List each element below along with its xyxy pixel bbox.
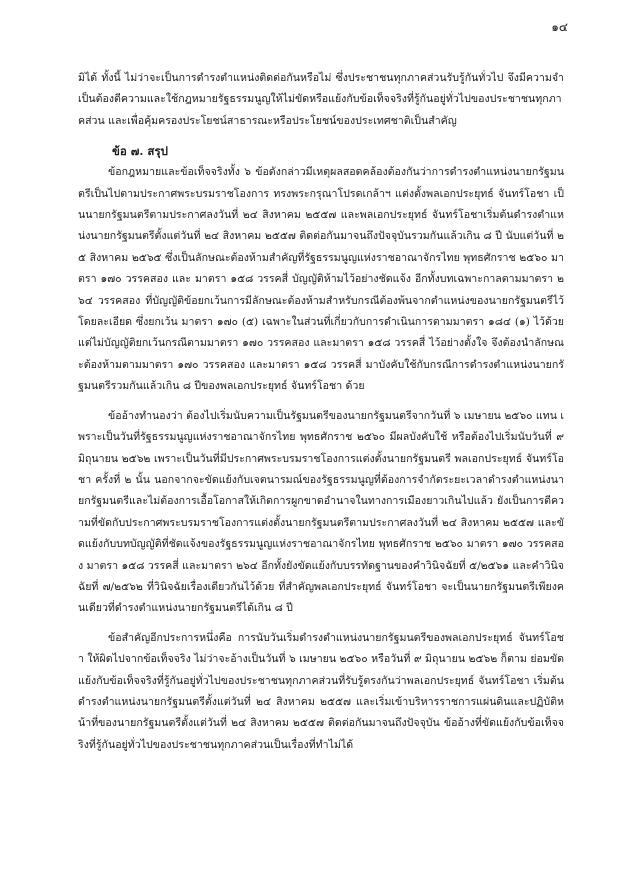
paragraph-summary-2: ข้ออ้างทำนองว่า ต้องไปเริ่มนับความเป็นรัฐมนตรีของนายกรัฐมนตรีจากวันที่ ๖ เมษายน ๒๕๖๐ แทน เพราะเป็นวันที่รัฐธรรมนูญแห่งราชอาณาจักรไทย พุทธศักราช ๒๕๖๐ มีผลบังคับใช้ หรือต้องไปเริ่มนับวันที่ ๙ มิถุนายน ๒๕๖๒ เพราะเป็นวันที่มีประกาศพระบรมราชโองการแต่งตั้งนายกรัฐมนตรี พลเอกประยุทธ์ จันทร์โอชา ครั้งที่ ๒ นั้น นอกจากจะขัดแย้งกับเจตนารมณ์ของรัฐธรรมนูญที่ต้องการจำกัดระยะเวลาดำรงตำแหน่งนายกรัฐมนตรีและไม่ต้องการเอื้อโอกาสให้เกิดการผูกขาดอำนาจในทางการเมืองยาวเกินไปแล้ว ยังเป็นการตีความที่ขัดกับประกาศพระบรมราชโองการแต่งตั้งนายกรัฐมนตรีตามประกาศลงวันที่ ๒๔ สิงหาคม ๒๕๕๗ และขัดแย้งกับบทบัญญัติที่ชัดแจ้งของรัฐธรรมนูญแห่งราชอาณาจักรไทย พุทธศักราช ๒๕๖๐ มาตรา ๑๗๐ วรรคสอง มาตรา ๑๕๘ วรรคสี่ และมาตรา ๒๖๔ อีกทั้งยังขัดแย้งกับบรรทัดฐานของคำวินิจฉัยที่ ๕/๒๕๖๑ และคำวินิจฉัยที่ ๗/๒๕๖๒ ที่วินิจฉัยเรื่องเดียวกันไว้ด้วย ที่สำคัญพลเอกประยุทธ์ จันทร์โอชา จะเป็นนายกรัฐมนตรีเพียงคนเดียวที่ดำรงตำแหน่งนายกรัฐมนตรีได้เกิน ๘ ปี bbox=[78, 409, 564, 615]
document-body bbox=[78, 68, 564, 756]
paragraph-gap bbox=[78, 620, 564, 628]
paragraph-summary-1: ข้อกฎหมายและข้อเท็จจริงทั้ง ๖ ข้อดังกล่าวมีเหตุผลสอดคล้องต้องกันว่าการดำรงตำแหน่งนายกรัฐมนตรีเป็นไปตามประกาศพระบรมราชโองการ ทรงพระกรุณาโปรดเกล้าฯ แต่งตั้งพลเอกประยุทธ์ จันทร์โอชา เป็นนายกรัฐมนตรีตามประกาศลงวันที่ ๒๔ สิงหาคม ๒๕๕๗ และพลเอกประยุทธ์ จันทร์โอชาเริ่มต้นดำรงตำแหน่งนายกรัฐมนตรีตั้งแต่วันที่ ๒๔ สิงหาคม ๒๕๕๗ ติดต่อกันมาจนถึงปัจจุบันรวมกันแล้วเกิน ๘ ปี นับแต่วันที่ ๒๕ สิงหาคม ๒๕๖๕ ซึ่งเป็นลักษณะต้องห้ามสำคัญที่รัฐธรรมนูญแห่งราชอาณาจักรไทย พุทธศักราช ๒๕๖๐ มาตรา ๑๗๐ วรรคสอง และ มาตรา ๑๕๘ วรรคสี่ บัญญัติห้ามไว้อย่างชัดแจ้ง อีกทั้งบทเฉพาะกาลตามมาตรา ๒๖๔ วรรคสอง ที่บัญญัติข้อยกเว้นการมีลักษณะต้องห้ามสำหรับกรณีต้องพ้นจากตำแหน่งของนายกรัฐมนตรีไว้โดยละเอียด ซึ่งยกเว้น มาตรา ๑๗๐ (๕) เฉพาะในส่วนที่เกี่ยวกับการดำเนินการตามมาตรา ๑๘๔ (๑) ไว้ด้วย แต่ไม่บัญญัติยกเว้นกรณีตามมาตรา ๑๗๐ วรรคสอง และมาตรา ๑๕๘ วรรคสี่ ไว้อย่างตั้งใจ จึงต้องนำลักษณะต้องห้ามตามมาตรา ๑๗๐ วรรคสอง และมาตรา ๑๕๘ วรรคสี่ มาบังคับใช้กับกรณีการดำรงตำแหน่งนายกรัฐมนตรีรวมกันแล้วเกิน ๘ ปีของพลเอกประยุทธ์ จันทร์โอชา ด้วย bbox=[78, 166, 564, 393]
paragraph-gap bbox=[78, 398, 564, 406]
section-heading: ข้อ ๗. สรุป bbox=[112, 144, 168, 159]
page-number: ๑๔ bbox=[551, 20, 568, 34]
paragraph-intro: มิได้ ทั้งนี้ ไม่ว่าจะเป็นการดำรงตำแหน่งติดต่อกันหรือไม่ ซึ่งประชาชนทุกภาคส่วนรับรู้กันทั่วไป จึงมีความจำเป็นต้องตีความและใช้กฎหมายรัฐธรรมนูญให้ไม่ขัดหรือแย้งกับข้อเท็จจริงที่รู้กันอยู่ทั่วไปของประชาชนทุกภาคส่วน และเพื่อคุ้มครองประโยชน์สาธารณะหรือประโยชน์ของประเทศชาติเป็นสำคัญ bbox=[78, 72, 564, 127]
paragraph-summary-3: ข้อสำคัญอีกประการหนึ่งคือ การนับวันเริ่มดำรงตำแหน่งนายกรัฐมนตรีของพลเอกประยุทธ์ จันทร์โอชา ให้ผิดไปจากข้อเท็จจริง ไม่ว่าจะอ้างเป็นวันที่ ๖ เมษายน ๒๕๖๐ หรือวันที่ ๙ มิถุนายน ๒๕๖๒ ก็ตาม ย่อมขัดแย้งกับข้อเท็จจริงที่รู้กันอยู่ทั่วไปของประชาชนทุกภาคส่วนที่รับรู้ตรงกันว่าพลเอกประยุทธ์ จันทร์โอชา เริ่มต้นดำรงตำแหน่งนายกรัฐมนตรีตั้งแต่วันที่ ๒๔ สิงหาคม ๒๕๕๗ และเริ่มเข้าบริหารราชการแผ่นดินและปฏิบัติหน้าที่ของนายกรัฐมนตรีตั้งแต่วันที่ ๒๔ สิงหาคม ๒๕๕๗ ติดต่อกันมาจนถึงปัจจุบัน ข้ออ้างที่ขัดแย้งกับข้อเท็จจริงที่รู้กันอยู่ทั่วไปของประชาชนทุกภาคส่วนเป็นเรื่องที่ทำไม่ได้ bbox=[78, 631, 564, 751]
